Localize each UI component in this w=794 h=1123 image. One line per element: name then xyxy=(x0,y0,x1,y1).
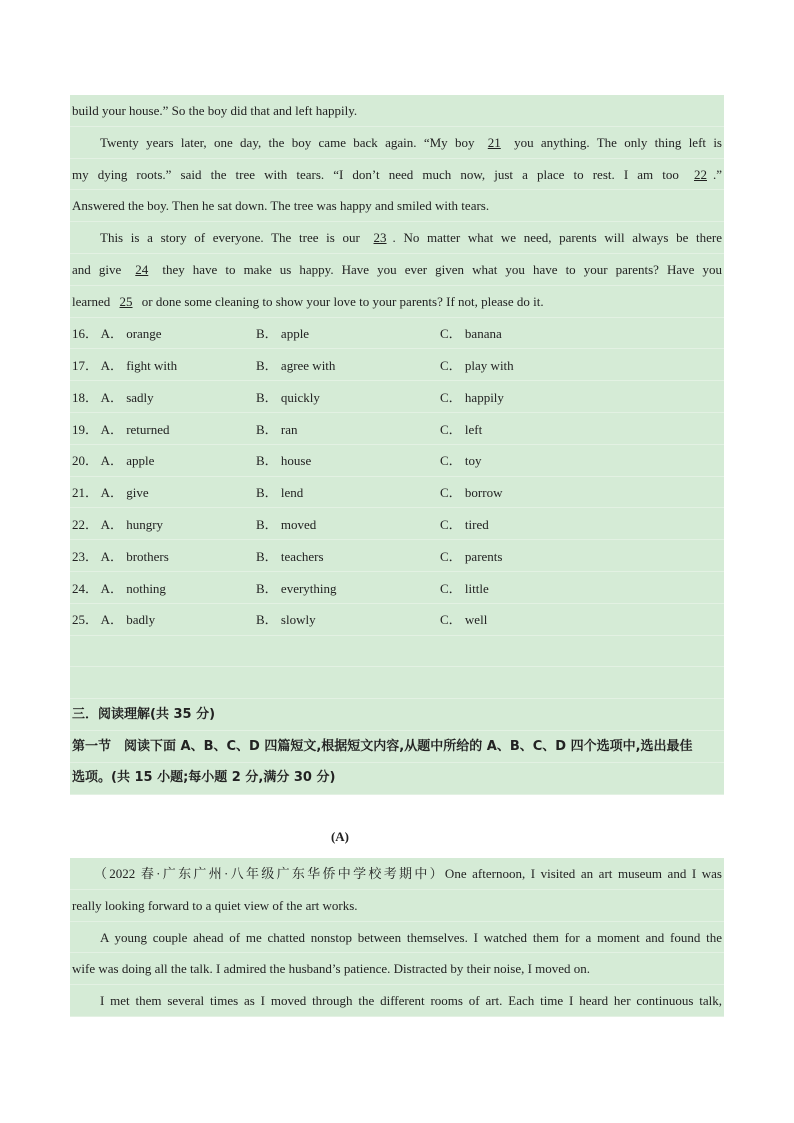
passage-line: build your house.” So the boy did that and left happily. xyxy=(72,103,358,118)
question-24 xyxy=(72,573,722,605)
passage-label: (A) xyxy=(330,829,350,844)
option-a[interactable]: 18． A． sadly xyxy=(72,390,154,405)
question-18 xyxy=(72,382,722,414)
option-a[interactable]: 24． A． nothing xyxy=(72,581,166,596)
option-a[interactable]: 20． A． apple xyxy=(72,453,155,468)
cloze-passage xyxy=(72,95,722,318)
passage-line: Twenty years later, one day, the boy came back again. “My boy 21 you anything. The only thing left is xyxy=(72,127,722,159)
option-a[interactable]: 21． A． give xyxy=(72,485,149,500)
option-a[interactable]: 19． A． returned xyxy=(72,422,170,437)
option-c[interactable]: C． banana xyxy=(440,326,502,341)
option-c[interactable]: C． well xyxy=(440,612,488,627)
option-b[interactable]: B． teachers xyxy=(256,549,324,564)
passage-line: （2022 春·广东广州·八年级广东华侨中学校考期中）One afternoon, I visited an art museum and I was xyxy=(94,866,722,881)
passage-line: learned 25 or done some cleaning to show your love to your parents? If not, please do it. xyxy=(72,286,722,318)
blank-24: 24 xyxy=(135,261,149,277)
question-20 xyxy=(72,445,722,477)
option-c[interactable]: C． toy xyxy=(440,453,482,468)
option-c[interactable]: C． little xyxy=(440,581,489,596)
option-b[interactable]: B． moved xyxy=(256,517,317,532)
reading-passage-a xyxy=(72,858,722,1017)
option-b[interactable]: B． lend xyxy=(256,485,304,500)
passage-line: I met them several times as I moved through the different rooms of art. Each time I heard her continuous talk, xyxy=(100,993,722,1009)
passage-line: really looking forward to a quiet view of the art works. xyxy=(72,897,358,913)
option-b[interactable]: B． slowly xyxy=(256,612,316,627)
passage-line: and give 24 they have to make us happy. Have you ever given what you have to your parents? Have you xyxy=(72,254,722,286)
question-16 xyxy=(72,318,722,350)
option-b[interactable]: B． agree with xyxy=(256,358,336,373)
option-b[interactable]: B． quickly xyxy=(256,390,320,405)
blank-21: 21 xyxy=(487,134,501,150)
passage-line: Answered the boy. Then he sat down. The tree was happy and smiled with tears. xyxy=(72,198,490,214)
section-instructions: 选项。(共 15 小题;每小题 2 分,满分 30 分) xyxy=(72,770,336,785)
option-a[interactable]: 25． A． badly xyxy=(72,612,156,627)
option-b[interactable]: B． everything xyxy=(256,581,337,596)
blank-23: 23 xyxy=(373,230,387,246)
passage-line: A young couple ahead of me chatted nonstop between themselves. I watched them for a moment and found the xyxy=(100,929,722,945)
option-a[interactable]: 16． A． orange xyxy=(72,326,162,341)
passage-line: wife was doing all the talk. I admired the husband’s patience. Distracted by their noise, I moved on. xyxy=(72,961,591,977)
question-23 xyxy=(72,541,722,573)
passage-line: This is a story of everyone. The tree is our 23 . No matter what we need, parents will always be there xyxy=(72,222,722,254)
section-title: 三．阅读理解(共 35 分) xyxy=(72,707,216,722)
option-c[interactable]: C． borrow xyxy=(440,485,503,500)
option-c[interactable]: C． play with xyxy=(440,358,514,373)
option-a[interactable]: 23． A． brothers xyxy=(72,549,169,564)
option-c[interactable]: C． left xyxy=(440,422,483,437)
option-c[interactable]: C． happily xyxy=(440,390,504,405)
question-25 xyxy=(72,604,722,636)
question-19 xyxy=(72,414,722,446)
question-21 xyxy=(72,477,722,509)
question-17 xyxy=(72,350,722,382)
option-a[interactable]: 22． A． hungry xyxy=(72,517,164,532)
option-b[interactable]: B． apple xyxy=(256,326,310,341)
option-b[interactable]: B． house xyxy=(256,453,312,468)
option-c[interactable]: C． tired xyxy=(440,517,489,532)
option-b[interactable]: B． ran xyxy=(256,422,298,437)
passage-line: my dying roots.” said the tree with tears. “I don’t need much now, just a place to rest. I am too 22 .” xyxy=(72,159,722,191)
blank-25: 25 xyxy=(119,293,133,309)
option-c[interactable]: C． parents xyxy=(440,549,503,564)
blank-22: 22 xyxy=(693,166,707,182)
option-a[interactable]: 17． A． fight with xyxy=(72,358,178,373)
question-22 xyxy=(72,509,722,541)
section-instructions: 第一节 阅读下面 A、B、C、D 四篇短文,根据短文内容,从题中所给的 A、B、C、D 四个选项中,选出最佳 xyxy=(72,739,693,754)
